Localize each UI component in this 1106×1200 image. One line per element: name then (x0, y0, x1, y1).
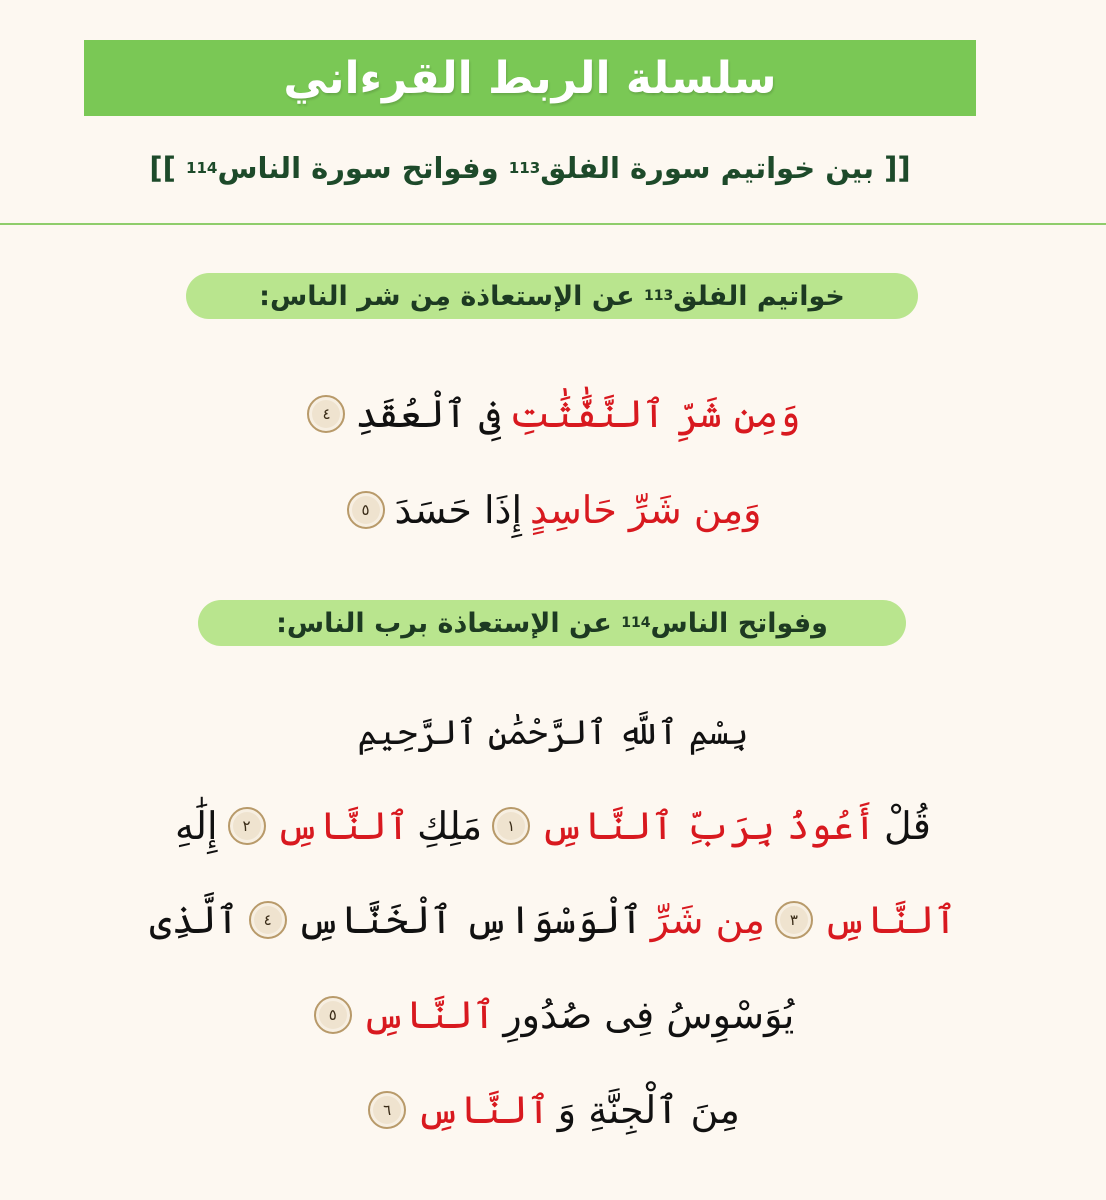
ayah-number-marker: ٦ (368, 1091, 406, 1129)
verse-line-3 (40, 983, 1066, 1047)
verse-segment: يُوَسْوِسُ فِى صُدُورِ (503, 993, 795, 1037)
verse-segment: إِلَٰهِ (175, 804, 218, 848)
verse-segment: ٱلنَّاسِ (361, 993, 496, 1037)
ayah-number-marker: ٤ (249, 901, 287, 939)
verse-line-4 (40, 1078, 1066, 1142)
verse-segment: ٱلنَّاسِ (275, 804, 410, 848)
divider-line (0, 223, 1106, 225)
basmala (40, 700, 1066, 764)
verse-segment: ٱلْوَسْوَاسِ ٱلْخَنَّاسِ (296, 898, 643, 942)
verse-segment: وَمِن شَرِّ حَاسِدٍ (530, 488, 762, 532)
verse-segment: فِى ٱلْعُقَدِ (355, 392, 502, 436)
ayah-number-marker: ٥ (314, 996, 352, 1034)
verse-segment: إِذَا حَسَدَ (394, 488, 522, 532)
ayah-number-marker: ٥ (347, 491, 385, 529)
verse-segment: مَلِكِ (417, 804, 483, 848)
verse-segment: مِن شَرِّ (650, 898, 765, 942)
verse-segment: قُلْ (884, 804, 931, 848)
section2-heading-text-2: عن الإستعاذة برب الناس: (276, 607, 612, 639)
subtitle-text-1: بين خواتيم سورة الفلق (540, 151, 875, 185)
section1-heading-text-1: خواتيم الفلق (673, 280, 845, 312)
ayah-number-marker: ٢ (228, 807, 266, 845)
subtitle-text-2: وفواتح سورة الناس (217, 151, 499, 185)
basmala-text: بِسْمِ ٱللَّهِ ٱلرَّحْمَٰنِ ٱلرَّحِيمِ (357, 712, 749, 753)
verse-falaq-4 (40, 382, 1066, 446)
subtitle: [[ بين خواتيم سورة الفلق 113 وفواتح سورة الناس 114 ]] (149, 151, 911, 185)
page-title: سلسلة الربط القرءاني (283, 52, 777, 104)
title-banner (84, 40, 976, 116)
verse-line-1 (40, 794, 1066, 858)
subtitle-close-bracket: ]] (149, 151, 176, 185)
verse-segment: ٱلَّذِى (149, 898, 239, 942)
verse-segment: وَمِن شَرِّ ٱلنَّفَّٰثَٰتِ (509, 392, 801, 436)
ayah-number-marker: ١ (492, 807, 530, 845)
section-heading-nas: وفواتح الناس 114 عن الإستعاذة برب الناس: (198, 600, 906, 646)
verse-segment: ٱلنَّاسِ (822, 898, 957, 942)
verse-segment: مِنَ ٱلْجِنَّةِ وَ (557, 1088, 740, 1132)
verse-falaq-5 (40, 478, 1066, 542)
section-heading-falaq: خواتيم الفلق 113 عن الإستعاذة مِن شر الناس: (186, 273, 918, 319)
subtitle-open-bracket: [[ (884, 151, 911, 185)
section1-heading-text-2: عن الإستعاذة مِن شر الناس: (259, 280, 635, 312)
ayah-number-marker: ٤ (307, 395, 345, 433)
verse-segment: أَعُوذُ بِرَبِّ ٱلنَّاسِ (540, 804, 877, 848)
section2-heading-text-1: وفواتح الناس (650, 607, 828, 639)
verse-line-2 (40, 888, 1066, 952)
ayah-number-marker: ٣ (775, 901, 813, 939)
verse-segment: ٱلنَّاسِ (416, 1088, 550, 1132)
